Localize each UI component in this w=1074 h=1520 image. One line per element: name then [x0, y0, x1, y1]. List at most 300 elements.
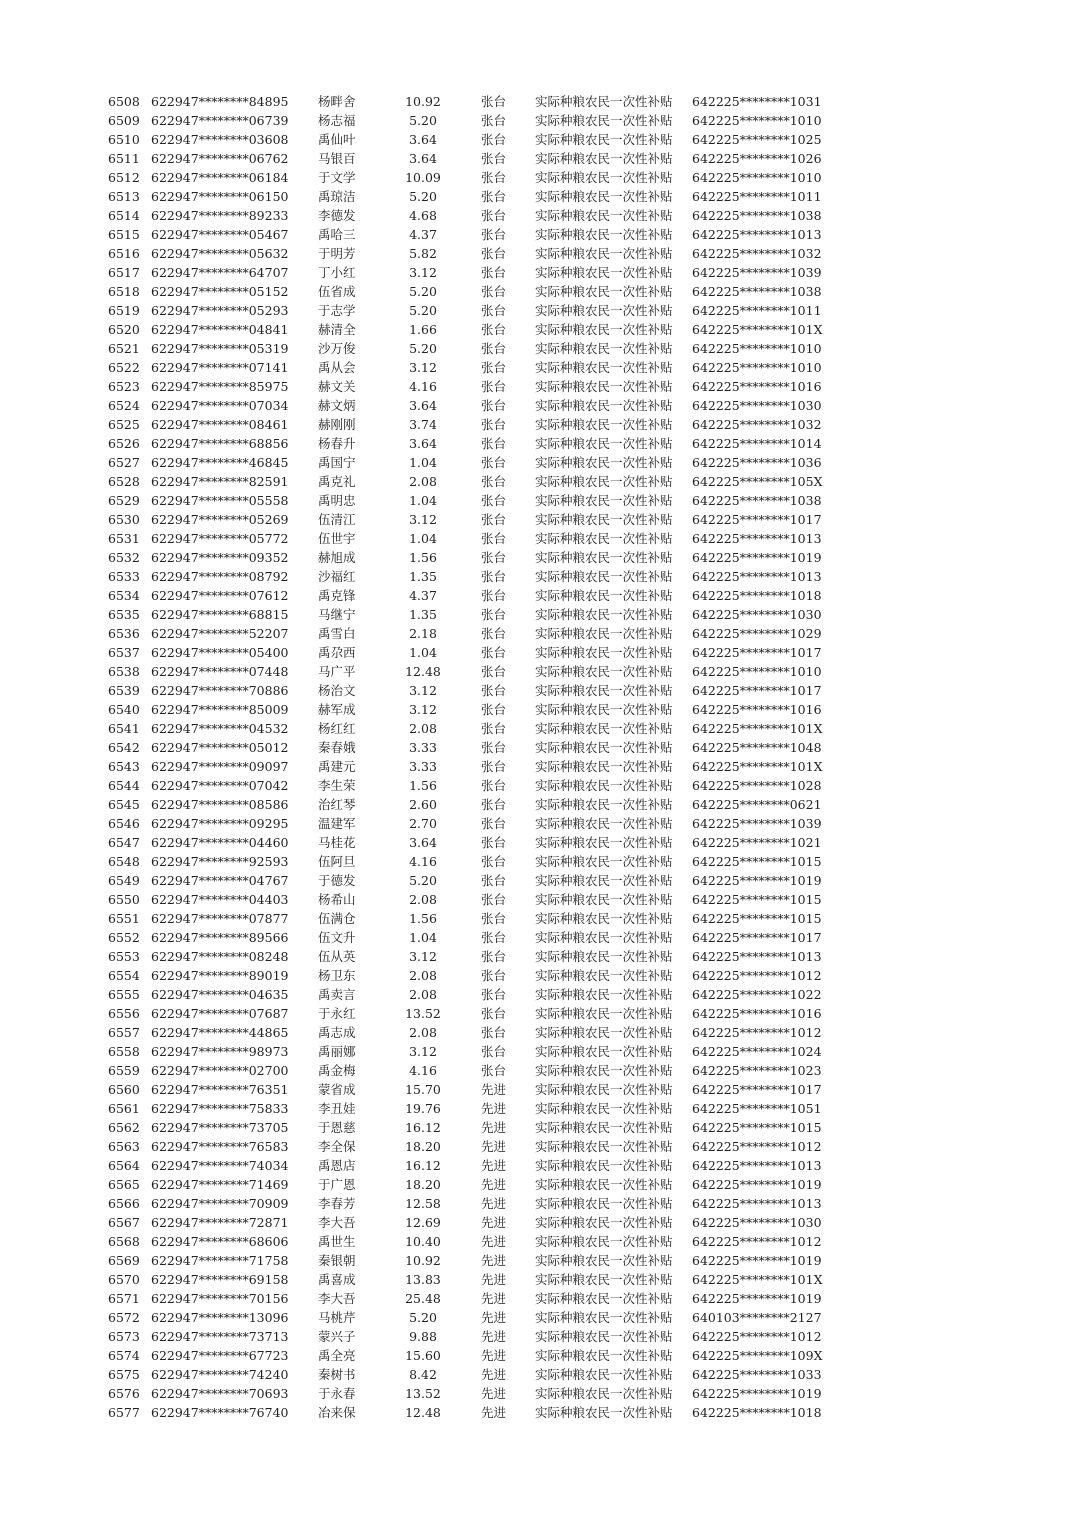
farmer-name: 赫刚刚: [318, 417, 356, 432]
subsidy-amount: 3.12: [409, 1044, 437, 1059]
village: 张台: [481, 797, 507, 812]
id-number: 642225********1038: [692, 284, 822, 299]
village: 先进: [481, 1348, 507, 1363]
farmer-name: 杨志福: [318, 113, 356, 128]
subsidy-type: 实际种粮农民一次性补贴: [535, 379, 673, 394]
row-number: 6515: [108, 227, 140, 242]
bank-account: 622947********05400: [151, 645, 289, 660]
id-number: 642225********105X: [692, 474, 823, 489]
id-number: 640103********2127: [692, 1310, 822, 1325]
farmer-name: 李全保: [318, 1139, 356, 1154]
subsidy-type: 实际种粮农民一次性补贴: [535, 170, 673, 185]
subsidy-amount: 1.04: [409, 645, 437, 660]
row-number: 6527: [108, 455, 140, 470]
table-row: [0, 282, 1074, 301]
bank-account: 622947********72871: [151, 1215, 289, 1230]
village: 张台: [481, 854, 507, 869]
table-row: [0, 1004, 1074, 1023]
table-row: [0, 814, 1074, 833]
row-number: 6555: [108, 987, 140, 1002]
table-row: [0, 833, 1074, 852]
bank-account: 622947********05152: [151, 284, 289, 299]
subsidy-amount: 1.04: [409, 455, 437, 470]
row-number: 6566: [108, 1196, 140, 1211]
table-row: [0, 434, 1074, 453]
farmer-name: 禹金梅: [318, 1063, 356, 1078]
row-number: 6517: [108, 265, 140, 280]
subsidy-amount: 13.52: [405, 1386, 441, 1401]
subsidy-type: 实际种粮农民一次性补贴: [535, 1158, 673, 1173]
bank-account: 622947********08792: [151, 569, 289, 584]
id-number: 642225********1013: [692, 531, 822, 546]
bank-account: 622947********76351: [151, 1082, 289, 1097]
id-number: 642225********1048: [692, 740, 822, 755]
id-number: 642225********1017: [692, 683, 822, 698]
subsidy-amount: 3.64: [409, 436, 437, 451]
id-number: 642225********1015: [692, 1120, 822, 1135]
village: 张台: [481, 189, 507, 204]
row-number: 6546: [108, 816, 140, 831]
farmer-name: 伍世宇: [318, 531, 356, 546]
farmer-name: 禹全亮: [318, 1348, 356, 1363]
village: 张台: [481, 170, 507, 185]
village: 张台: [481, 987, 507, 1002]
subsidy-type: 实际种粮农民一次性补贴: [535, 987, 673, 1002]
subsidy-amount: 5.20: [409, 284, 437, 299]
table-row: [0, 187, 1074, 206]
table-row: [0, 1061, 1074, 1080]
subsidy-type: 实际种粮农民一次性补贴: [535, 246, 673, 261]
farmer-name: 杨畔舍: [318, 94, 356, 109]
bank-account: 622947********07612: [151, 588, 289, 603]
bank-account: 622947********68856: [151, 436, 289, 451]
village: 先进: [481, 1177, 507, 1192]
bank-account: 622947********73705: [151, 1120, 289, 1135]
village: 张台: [481, 227, 507, 242]
row-number: 6513: [108, 189, 140, 204]
id-number: 642225********1012: [692, 968, 822, 983]
village: 张台: [481, 284, 507, 299]
id-number: 642225********1029: [692, 626, 822, 641]
village: 先进: [481, 1139, 507, 1154]
bank-account: 622947********04841: [151, 322, 289, 337]
village: 张台: [481, 873, 507, 888]
subsidy-type: 实际种粮农民一次性补贴: [535, 1348, 673, 1363]
subsidy-type: 实际种粮农民一次性补贴: [535, 588, 673, 603]
subsidy-amount: 4.16: [409, 854, 437, 869]
village: 张台: [481, 398, 507, 413]
subsidy-amount: 4.37: [409, 227, 437, 242]
table-row: [0, 130, 1074, 149]
village: 张台: [481, 645, 507, 660]
bank-account: 622947********84895: [151, 94, 289, 109]
bank-account: 622947********75833: [151, 1101, 289, 1116]
subsidy-type: 实际种粮农民一次性补贴: [535, 1120, 673, 1135]
farmer-name: 于恩慈: [318, 1120, 356, 1135]
row-number: 6571: [108, 1291, 140, 1306]
bank-account: 622947********05012: [151, 740, 289, 755]
bank-account: 622947********05269: [151, 512, 289, 527]
subsidy-amount: 2.60: [409, 797, 437, 812]
subsidy-list: [0, 92, 1074, 1422]
table-row: [0, 510, 1074, 529]
id-number: 642225********1013: [692, 227, 822, 242]
row-number: 6528: [108, 474, 140, 489]
subsidy-amount: 4.16: [409, 379, 437, 394]
farmer-name: 马银百: [318, 151, 356, 166]
row-number: 6559: [108, 1063, 140, 1078]
subsidy-amount: 18.20: [405, 1177, 441, 1192]
id-number: 642225********1017: [692, 930, 822, 945]
subsidy-type: 实际种粮农民一次性补贴: [535, 341, 673, 356]
id-number: 642225********1010: [692, 360, 822, 375]
table-row: [0, 339, 1074, 358]
village: 张台: [481, 303, 507, 318]
row-number: 6554: [108, 968, 140, 983]
subsidy-amount: 2.08: [409, 892, 437, 907]
village: 张台: [481, 702, 507, 717]
village: 先进: [481, 1120, 507, 1135]
bank-account: 622947********07687: [151, 1006, 289, 1021]
id-number: 642225********1038: [692, 208, 822, 223]
row-number: 6512: [108, 170, 140, 185]
village: 先进: [481, 1215, 507, 1230]
farmer-name: 温建军: [318, 816, 356, 831]
id-number: 642225********1036: [692, 455, 822, 470]
village: 张台: [481, 550, 507, 565]
subsidy-type: 实际种粮农民一次性补贴: [535, 1291, 673, 1306]
id-number: 642225********1012: [692, 1234, 822, 1249]
bank-account: 622947********71469: [151, 1177, 289, 1192]
id-number: 642225********1023: [692, 1063, 822, 1078]
bank-account: 622947********85975: [151, 379, 289, 394]
table-row: [0, 719, 1074, 738]
subsidy-type: 实际种粮农民一次性补贴: [535, 835, 673, 850]
table-row: [0, 1384, 1074, 1403]
table-row: [0, 681, 1074, 700]
subsidy-type: 实际种粮农民一次性补贴: [535, 816, 673, 831]
subsidy-type: 实际种粮农民一次性补贴: [535, 778, 673, 793]
row-number: 6567: [108, 1215, 140, 1230]
table-row: [0, 1232, 1074, 1251]
village: 张台: [481, 740, 507, 755]
subsidy-amount: 10.92: [405, 94, 441, 109]
bank-account: 622947********05293: [151, 303, 289, 318]
farmer-name: 秦树书: [318, 1367, 356, 1382]
id-number: 642225********1019: [692, 873, 822, 888]
row-number: 6574: [108, 1348, 140, 1363]
bank-account: 622947********71758: [151, 1253, 289, 1268]
village: 张台: [481, 132, 507, 147]
bank-account: 622947********09352: [151, 550, 289, 565]
table-row: [0, 225, 1074, 244]
subsidy-amount: 16.12: [405, 1120, 441, 1135]
row-number: 6549: [108, 873, 140, 888]
bank-account: 622947********74034: [151, 1158, 289, 1173]
farmer-name: 杨春升: [318, 436, 356, 451]
farmer-name: 禹哈三: [318, 227, 356, 242]
id-number: 642225********1028: [692, 778, 822, 793]
subsidy-amount: 5.82: [409, 246, 437, 261]
subsidy-type: 实际种粮农民一次性补贴: [535, 721, 673, 736]
bank-account: 622947********05558: [151, 493, 289, 508]
farmer-name: 禹志成: [318, 1025, 356, 1040]
table-row: [0, 776, 1074, 795]
table-row: [0, 795, 1074, 814]
village: 张台: [481, 949, 507, 964]
table-row: [0, 472, 1074, 491]
farmer-name: 李德发: [318, 208, 356, 223]
table-row: [0, 491, 1074, 510]
subsidy-type: 实际种粮农民一次性补贴: [535, 1234, 673, 1249]
bank-account: 622947********08248: [151, 949, 289, 964]
id-number: 642225********1015: [692, 911, 822, 926]
row-number: 6564: [108, 1158, 140, 1173]
bank-account: 622947********06762: [151, 151, 289, 166]
id-number: 642225********1014: [692, 436, 822, 451]
row-number: 6524: [108, 398, 140, 413]
subsidy-type: 实际种粮农民一次性补贴: [535, 265, 673, 280]
row-number: 6563: [108, 1139, 140, 1154]
row-number: 6573: [108, 1329, 140, 1344]
subsidy-type: 实际种粮农民一次性补贴: [535, 702, 673, 717]
farmer-name: 沙万俊: [318, 341, 356, 356]
subsidy-type: 实际种粮农民一次性补贴: [535, 208, 673, 223]
table-row: [0, 700, 1074, 719]
id-number: 642225********0621: [692, 797, 822, 812]
table-row: [0, 624, 1074, 643]
subsidy-amount: 9.88: [409, 1329, 437, 1344]
subsidy-amount: 19.76: [405, 1101, 441, 1116]
id-number: 642225********1016: [692, 702, 822, 717]
table-row: [0, 377, 1074, 396]
subsidy-type: 实际种粮农民一次性补贴: [535, 1310, 673, 1325]
row-number: 6560: [108, 1082, 140, 1097]
subsidy-type: 实际种粮农民一次性补贴: [535, 455, 673, 470]
village: 张台: [481, 360, 507, 375]
subsidy-amount: 3.64: [409, 132, 437, 147]
subsidy-amount: 4.37: [409, 588, 437, 603]
village: 张台: [481, 968, 507, 983]
farmer-name: 于志学: [318, 303, 356, 318]
subsidy-type: 实际种粮农民一次性补贴: [535, 436, 673, 451]
bank-account: 622947********07448: [151, 664, 289, 679]
subsidy-type: 实际种粮农民一次性补贴: [535, 1405, 673, 1420]
table-row: [0, 1308, 1074, 1327]
row-number: 6532: [108, 550, 140, 565]
table-row: [0, 1403, 1074, 1422]
village: 张台: [481, 113, 507, 128]
id-number: 642225********1033: [692, 1367, 822, 1382]
row-number: 6558: [108, 1044, 140, 1059]
village: 先进: [481, 1196, 507, 1211]
id-number: 642225********101X: [692, 721, 823, 736]
table-row: [0, 1251, 1074, 1270]
village: 先进: [481, 1310, 507, 1325]
id-number: 642225********1019: [692, 1291, 822, 1306]
row-number: 6553: [108, 949, 140, 964]
farmer-name: 马继宁: [318, 607, 356, 622]
village: 张台: [481, 721, 507, 736]
id-number: 642225********1019: [692, 1253, 822, 1268]
subsidy-amount: 12.48: [405, 664, 441, 679]
subsidy-type: 实际种粮农民一次性补贴: [535, 474, 673, 489]
bank-account: 622947********52207: [151, 626, 289, 641]
village: 张台: [481, 94, 507, 109]
bank-account: 622947********08461: [151, 417, 289, 432]
row-number: 6538: [108, 664, 140, 679]
farmer-name: 马桃芹: [318, 1310, 356, 1325]
id-number: 642225********1011: [692, 303, 822, 318]
table-row: [0, 1365, 1074, 1384]
village: 张台: [481, 683, 507, 698]
subsidy-type: 实际种粮农民一次性补贴: [535, 1139, 673, 1154]
id-number: 642225********1012: [692, 1139, 822, 1154]
id-number: 642225********1011: [692, 189, 822, 204]
village: 张台: [481, 246, 507, 261]
village: 张台: [481, 436, 507, 451]
bank-account: 622947********68606: [151, 1234, 289, 1249]
subsidy-type: 实际种粮农民一次性补贴: [535, 303, 673, 318]
farmer-name: 于永红: [318, 1006, 356, 1021]
id-number: 642225********1019: [692, 1386, 822, 1401]
subsidy-type: 实际种粮农民一次性补贴: [535, 493, 673, 508]
subsidy-type: 实际种粮农民一次性补贴: [535, 797, 673, 812]
farmer-name: 李大吾: [318, 1215, 356, 1230]
id-number: 642225********1010: [692, 113, 822, 128]
village: 先进: [481, 1329, 507, 1344]
village: 张台: [481, 588, 507, 603]
subsidy-amount: 1.04: [409, 930, 437, 945]
subsidy-type: 实际种粮农民一次性补贴: [535, 1329, 673, 1344]
table-row: [0, 206, 1074, 225]
subsidy-amount: 15.60: [405, 1348, 441, 1363]
farmer-name: 赫军成: [318, 702, 356, 717]
farmer-name: 禹明忠: [318, 493, 356, 508]
bank-account: 622947********05632: [151, 246, 289, 261]
farmer-name: 赫文炳: [318, 398, 356, 413]
bank-account: 622947********05319: [151, 341, 289, 356]
bank-account: 622947********98973: [151, 1044, 289, 1059]
bank-account: 622947********73713: [151, 1329, 289, 1344]
row-number: 6520: [108, 322, 140, 337]
farmer-name: 沙福红: [318, 569, 356, 584]
village: 先进: [481, 1234, 507, 1249]
table-row: [0, 1289, 1074, 1308]
id-number: 642225********109X: [692, 1348, 823, 1363]
bank-account: 622947********92593: [151, 854, 289, 869]
bank-account: 622947********89233: [151, 208, 289, 223]
row-number: 6544: [108, 778, 140, 793]
row-number: 6557: [108, 1025, 140, 1040]
id-number: 642225********1015: [692, 854, 822, 869]
table-row: [0, 1099, 1074, 1118]
farmer-name: 于广恩: [318, 1177, 356, 1192]
village: 张台: [481, 341, 507, 356]
table-row: [0, 1080, 1074, 1099]
table-row: [0, 643, 1074, 662]
bank-account: 622947********13096: [151, 1310, 289, 1325]
farmer-name: 伍从英: [318, 949, 356, 964]
subsidy-amount: 10.40: [405, 1234, 441, 1249]
bank-account: 622947********89566: [151, 930, 289, 945]
subsidy-amount: 5.20: [409, 113, 437, 128]
farmer-name: 禹丽娜: [318, 1044, 356, 1059]
subsidy-type: 实际种粮农民一次性补贴: [535, 284, 673, 299]
subsidy-type: 实际种粮农民一次性补贴: [535, 94, 673, 109]
subsidy-amount: 5.20: [409, 341, 437, 356]
farmer-name: 治红琴: [318, 797, 356, 812]
farmer-name: 蒙兴子: [318, 1329, 356, 1344]
village: 张台: [481, 455, 507, 470]
subsidy-type: 实际种粮农民一次性补贴: [535, 1044, 673, 1059]
bank-account: 622947********07034: [151, 398, 289, 413]
bank-account: 622947********09097: [151, 759, 289, 774]
farmer-name: 李生荣: [318, 778, 356, 793]
bank-account: 622947********67723: [151, 1348, 289, 1363]
id-number: 642225********1012: [692, 1025, 822, 1040]
farmer-name: 蒙省成: [318, 1082, 356, 1097]
bank-account: 622947********46845: [151, 455, 289, 470]
row-number: 6526: [108, 436, 140, 451]
table-row: [0, 1270, 1074, 1289]
village: 张台: [481, 208, 507, 223]
id-number: 642225********1039: [692, 265, 822, 280]
table-row: [0, 985, 1074, 1004]
farmer-name: 赫清全: [318, 322, 356, 337]
id-number: 642225********1010: [692, 664, 822, 679]
farmer-name: 伍省成: [318, 284, 356, 299]
row-number: 6537: [108, 645, 140, 660]
subsidy-amount: 1.04: [409, 531, 437, 546]
farmer-name: 禹克锋: [318, 588, 356, 603]
row-number: 6572: [108, 1310, 140, 1325]
subsidy-amount: 2.08: [409, 987, 437, 1002]
farmer-name: 禹卖言: [318, 987, 356, 1002]
bank-account: 622947********03608: [151, 132, 289, 147]
table-row: [0, 586, 1074, 605]
bank-account: 622947********04767: [151, 873, 289, 888]
bank-account: 622947********07141: [151, 360, 289, 375]
subsidy-amount: 3.12: [409, 360, 437, 375]
subsidy-type: 实际种粮农民一次性补贴: [535, 1025, 673, 1040]
table-row: [0, 1023, 1074, 1042]
table-row: [0, 548, 1074, 567]
subsidy-amount: 25.48: [405, 1291, 441, 1306]
village: 张台: [481, 379, 507, 394]
row-number: 6545: [108, 797, 140, 812]
village: 先进: [481, 1386, 507, 1401]
subsidy-amount: 1.35: [409, 569, 437, 584]
subsidy-amount: 12.69: [405, 1215, 441, 1230]
subsidy-amount: 3.64: [409, 151, 437, 166]
subsidy-amount: 3.74: [409, 417, 437, 432]
row-number: 6543: [108, 759, 140, 774]
village: 张台: [481, 930, 507, 945]
id-number: 642225********1010: [692, 170, 822, 185]
bank-account: 622947********89019: [151, 968, 289, 983]
farmer-name: 马广平: [318, 664, 356, 679]
row-number: 6518: [108, 284, 140, 299]
village: 张台: [481, 835, 507, 850]
subsidy-amount: 3.12: [409, 683, 437, 698]
farmer-name: 伍清江: [318, 512, 356, 527]
row-number: 6511: [108, 151, 140, 166]
table-row: [0, 529, 1074, 548]
farmer-name: 于德发: [318, 873, 356, 888]
farmer-name: 禹喜成: [318, 1272, 356, 1287]
village: 张台: [481, 626, 507, 641]
